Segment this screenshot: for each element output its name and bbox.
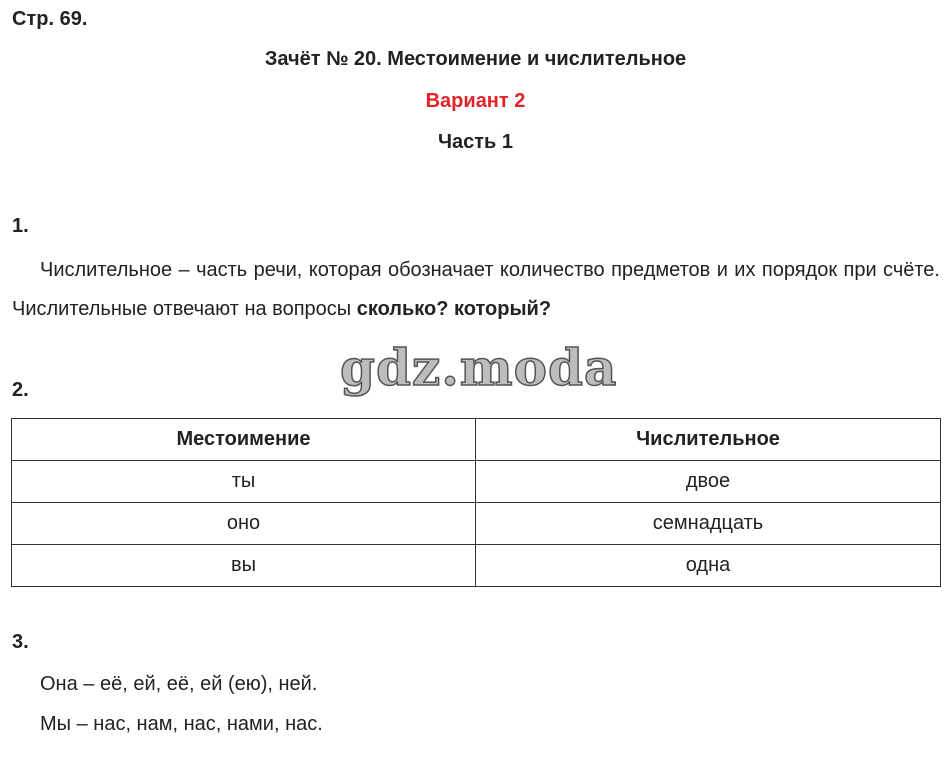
task-1-text: [12, 251, 940, 329]
test-title: Зачёт № 20. Местоимение и числительное: [264, 48, 687, 70]
variant-label: Вариант 2: [425, 90, 526, 112]
table-row: [12, 461, 941, 503]
table-row: [12, 545, 941, 587]
task-1-text-plain: Числительное – часть речи, которая обозначает количество предметов и их порядок при счёте. Числительные отвечают на вопросы: [12, 259, 940, 320]
header-pronoun: Местоимение: [12, 419, 476, 461]
task-3-line: Она – её, ей, её, ей (ею), ней.: [40, 673, 318, 695]
pronoun-cell: оно: [12, 503, 476, 545]
task-3-line: Мы – нас, нам, нас, нами, нас.: [40, 713, 323, 735]
task-1-text-bold: сколько? который?: [356, 298, 552, 320]
header-numeral: Числительное: [476, 419, 941, 461]
numeral-cell: одна: [476, 545, 941, 587]
pronoun-numeral-table: [11, 418, 941, 587]
pronoun-cell: ты: [12, 461, 476, 503]
numeral-cell: двое: [476, 461, 941, 503]
numeral-cell: семнадцать: [476, 503, 941, 545]
task-1-number: 1.: [12, 215, 29, 237]
pronoun-cell: вы: [12, 545, 476, 587]
table-row: [12, 503, 941, 545]
task-3-number: 3.: [12, 631, 29, 653]
task-2-number: 2.: [12, 379, 29, 401]
part-label: Часть 1: [437, 131, 514, 153]
watermark-logo: gdz.moda: [340, 338, 618, 397]
page-reference: Стр. 69.: [12, 8, 88, 30]
table-header-row: [12, 419, 941, 461]
